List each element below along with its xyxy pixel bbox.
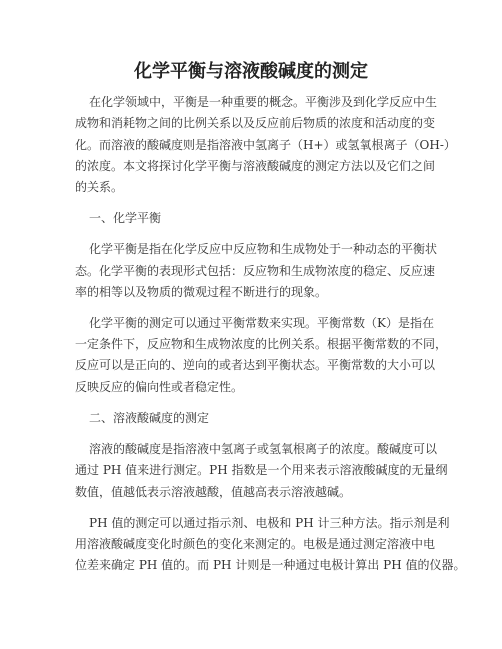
paragraph-line: PH 值的测定可以通过指示剂、电极和 PH 计三种方法。指示剂是利 xyxy=(89,516,450,530)
paragraph-line: 成物和消耗物之间的比例关系以及反应前后物质的浓度和活动度的变 xyxy=(75,116,436,130)
document-title: 化学平衡与溶液酸碱度的测定 xyxy=(134,61,368,82)
paragraph-line: 位差来确定 PH 值的。而 PH 计则是一种通过电极计算出 PH 值的仪器。 xyxy=(75,558,466,572)
paragraph-line: 一定条件下，反应物和生成物浓度的比例关系。根据平衡常数的不同， xyxy=(75,337,448,351)
section-heading: 一、化学平衡 xyxy=(89,211,162,225)
paragraph-line: 率的相等以及物质的微观过程不断进行的现象。 xyxy=(75,285,328,299)
paragraph-line: 数值，值越低表示溶液越酸，值越高表示溶液越碱。 xyxy=(75,485,352,499)
paragraph-line: 化学平衡的测定可以通过平衡常数来实现。平衡常数（K）是指在 xyxy=(89,316,434,330)
paragraph-line: 的浓度。本文将探讨化学平衡与溶液酸碱度的测定方法以及它们之间 xyxy=(75,159,436,173)
paragraph-line: 溶液的酸碱度是指溶液中氢离子或氢氧根离子的浓度。酸碱度可以 xyxy=(89,442,438,456)
paragraph-line: 反映反应的偏向性或者稳定性。 xyxy=(75,380,244,394)
paragraph-line: 的关系。 xyxy=(75,180,124,194)
paragraph-line: 反应可以是正向的、逆向的或者达到平衡状态。平衡常数的大小可以 xyxy=(75,358,436,372)
paragraph-line: 态。化学平衡的表现形式包括：反应物和生成物浓度的稳定、反应速 xyxy=(75,264,436,278)
paragraph-line: 通过 PH 值来进行测定。PH 指数是一个用来表示溶液酸碱度的无量纲 xyxy=(75,463,448,477)
paragraph-line: 用溶液酸碱度变化时颜色的变化来测定的。电极是通过测定溶液中电 xyxy=(75,537,436,551)
paragraph-line: 化。而溶液的酸碱度则是指溶液中氢离子（H+）或氢氧根离子（OH-） xyxy=(75,138,456,152)
paragraph-line: 化学平衡是指在化学反应中反应物和生成物处于一种动态的平衡状 xyxy=(89,242,438,256)
paragraph-line: 在化学领域中，平衡是一种重要的概念。平衡涉及到化学反应中生 xyxy=(89,95,438,109)
section-heading: 二、溶液酸碱度的测定 xyxy=(89,411,210,425)
